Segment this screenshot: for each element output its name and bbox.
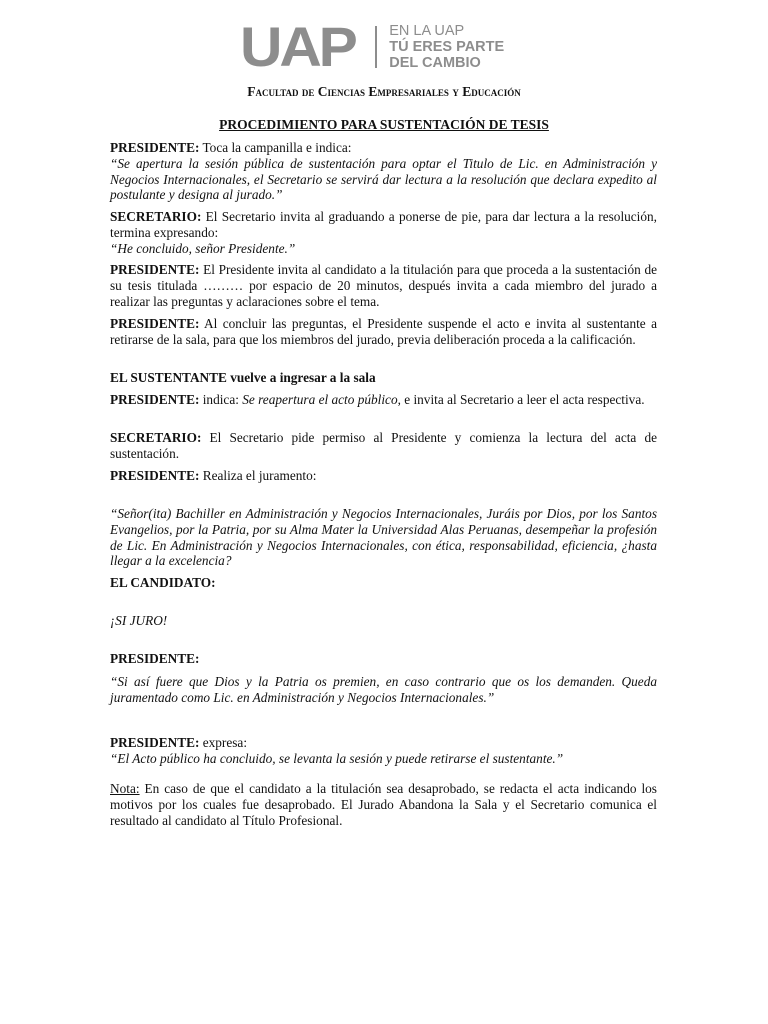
speaker-label: PRESIDENTE: [110,262,200,277]
block-quote: “He concluido, señor Presidente.” [110,240,296,256]
note-label: Nota: [110,781,140,796]
speaker-label: SECRETARIO: [110,209,202,224]
block-13 [110,674,657,706]
logo-mark: UAP [240,15,355,78]
block-14 [110,735,657,767]
block-11 [110,613,657,629]
document-title: PROCEDIMIENTO PARA SUSTENTACIÓN DE TESIS [219,117,549,132]
block-2 [110,209,657,256]
oath-quote: “Señor(ita) Bachiller en Administración y Negocios Internacionales, Juráis por Dios, por los Santos Evangelios, por la Patria, por su Alma Mater la Universidad Alas Peruanas, desempeñar la profesión de Lic. En Administración y Negocios Internacionales, con ética, responsabilidad, eficiencia, ¿hasta llegar a la excelencia? [110,506,657,569]
block-7 [110,430,657,462]
block-text: Realiza el juramento: [199,468,317,483]
block-text: El Presidente invita al candidato a la titulación para que proceda a la sustentación de su tesis titulada ……… por espacio de 20 minutos, después invita a cada miembro del jurado a realizar las preguntas y aclaraciones sobre el tema. [110,262,657,309]
block-text: Toca la campanilla e indica: [199,140,352,155]
tagline-line-1: EN LA UAP [389,23,465,39]
speaker-label: SECRETARIO: [110,430,202,445]
speaker-label: PRESIDENTE: [110,140,200,155]
block-4 [110,316,657,348]
block-text: El Secretario pide permiso al Presidente y comienza la lectura del acta de sustentación. [110,430,657,461]
note-text: En caso de que el candidato a la titulación sea desaprobado, se redacta el acta indicando los motivos por los cuales fue desaprobado. El Jurado Abandona la Sala y el Secretario comunica el resultado al candidato al Título Profesional. [110,781,657,828]
block-1 [110,140,657,203]
speaker-label: PRESIDENTE: [110,735,200,750]
speaker-label: EL CANDIDATO: [110,575,216,590]
block-text: Al concluir las preguntas, el Presidente suspende el acto e invita al sustentante a retirarse de la sala, para que los miembros del jurado, previa deliberación proceda a la calificación. [110,316,657,347]
block-6 [110,392,657,408]
tagline-line-3: DEL CAMBIO [389,55,481,71]
block-text: indica: [199,392,243,407]
block-3 [110,262,657,309]
block-8 [110,468,657,484]
speaker-label: PRESIDENTE: [110,651,200,666]
block-12 [110,651,657,667]
uap-logo [240,15,505,78]
speaker-label: PRESIDENTE: [110,468,200,483]
block-text-after: , e invita al Secretario a leer el acta respectiva. [397,392,645,407]
tagline-line-2: TÚ ERES PARTE [389,39,505,55]
block-text: El Secretario invita al graduando a ponerse de pie, para dar lectura a la resolución, termina expresando: [110,209,657,240]
block-quote: “Si así fuere que Dios y la Patria os premien, en caso contrario que os los demanden. Queda juramentado como Lic. en Administración y Negocios Internacionales.” [110,674,657,705]
block-text: expresa: [199,735,248,750]
speaker-label: PRESIDENTE: [110,392,200,407]
speaker-label: PRESIDENTE: [110,316,200,331]
oath-reply: ¡SI JURO! [110,613,168,628]
faculty-heading: Facultad de Ciencias Empresariales y Educación [247,84,521,99]
block-5 [110,370,657,386]
block-italic: Se reapertura el acto público [242,392,398,407]
section-note: EL SUSTENTANTE vuelve a ingresar a la sala [110,370,376,385]
block-10 [110,575,657,591]
block-quote: “El Acto público ha concluido, se levanta la sesión y puede retirarse el sustentante.” [110,750,564,766]
block-15 [110,781,657,828]
logo-divider [375,26,377,68]
block-quote: “Se apertura la sesión pública de sustentación para optar el Titulo de Lic. en Administración y Negocios Internacionales, el Secretario se servirá dar lectura a la resolución que declara expedito al postulante y designa al jurado.” [110,155,657,203]
logo-tagline [389,23,504,71]
block-9 [110,506,657,569]
